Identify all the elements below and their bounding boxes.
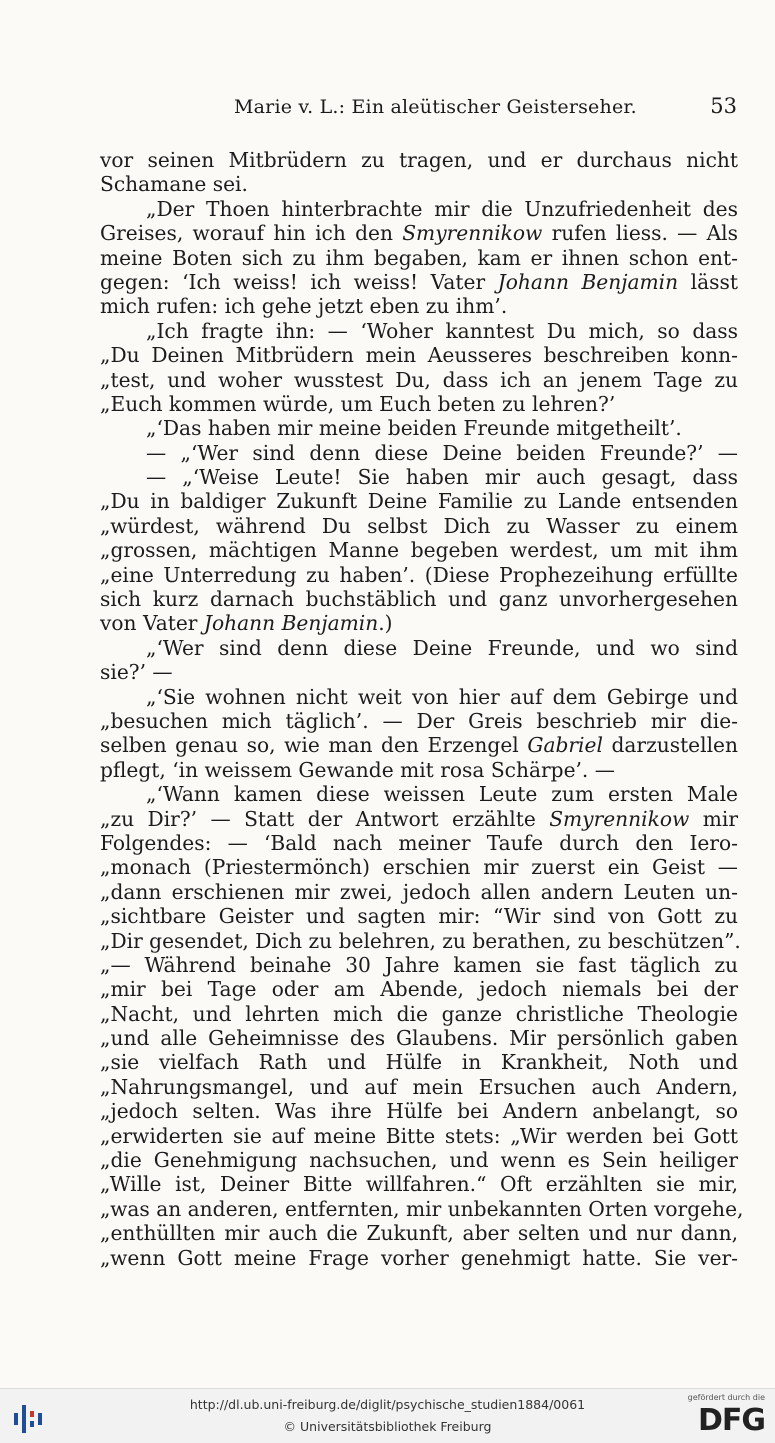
text-line: „die Genehmigung nachsuchen, und wenn es Sein heiliger: [100, 1148, 738, 1173]
text-line: von Vater Johann Benjamin.): [100, 611, 393, 636]
text-line: „Der Thoen hinterbrachte mir die Unzufriedenheit des: [146, 196, 738, 221]
text-line: „enthüllten mir auch die Zukunft, aber selten und nur dann,: [100, 1221, 738, 1246]
text-line: „und alle Geheimnisse des Glaubens. Mir persönlich gaben: [100, 1026, 738, 1051]
text-line: „mir bei Tage oder am Abende, jedoch niemals bei der: [100, 977, 738, 1002]
viewer-footer: [0, 1388, 775, 1443]
text-line: meine Boten sich zu ihm begaben, kam er ihnen schon ent-: [100, 245, 738, 270]
text-line: gegen: ‘Ich weiss! ich weiss! Vater Johann Benjamin lässt: [100, 269, 739, 294]
text-line: vor seinen Mitbrüdern zu tragen, und er durchaus nicht: [100, 148, 738, 172]
text-line: mich rufen: ich gehe jetzt eben zu ihm’.: [100, 294, 508, 319]
permalink-url[interactable]: http://dl.ub.uni-freiburg.de/diglit/psychische_studien1884/0061: [189, 1397, 586, 1412]
text-line: „— Während beinahe 30 Jahre kamen sie fast täglich zu: [100, 952, 738, 977]
text-line: „Du Deinen Mitbrüdern mein Aeusseres beschreiben konn-: [100, 343, 738, 368]
text-line: „Nahrungsmangel, und auf mein Ersuchen auch Andern,: [100, 1074, 738, 1099]
text-line: selben genau so, wie man den Erzengel Gabriel darzustellen: [100, 733, 738, 758]
body-text: [100, 148, 744, 1270]
dfg-logo-text: DFG: [697, 1403, 765, 1438]
text-line: „‘Wann kamen diese weissen Leute zum ersten Male: [146, 782, 738, 807]
page-header: [100, 94, 737, 124]
dfg-logo: [683, 1393, 765, 1439]
text-line: Greises, worauf hin ich den Smyrennikow rufen liess. — Als: [100, 221, 738, 246]
text-line: „würdest, während Du selbst Dich zu Wasser zu einem: [100, 513, 738, 538]
text-line: „eine Unterredung zu haben’. (Diese Prophezeihung erfüllte: [100, 562, 738, 587]
text-line: „Ich fragte ihn: — ‘Woher kanntest Du mich, so dass: [146, 318, 738, 343]
text-line: „‘Das haben mir meine beiden Freunde mitgetheilt’.: [146, 416, 682, 441]
text-line: „‘Sie wohnen nicht weit von hier auf dem Gebirge und: [146, 684, 738, 709]
running-title: Marie v. L.: Ein aleütischer Geisterseher.: [234, 96, 637, 118]
text-line: „grossen, mächtigen Manne begeben werdest, um mit ihm: [100, 538, 738, 563]
text-line: — „‘Weise Leute! Sie haben mir auch gesagt, dass: [146, 465, 738, 490]
text-line: Folgendes: — ‘Bald nach meiner Taufe durch den Iero-: [100, 830, 738, 855]
text-line: sie?’ —: [100, 660, 173, 685]
text-line: pflegt, ‘in weissem Gewande mit rosa Schärpe’. —: [100, 757, 615, 782]
copyright-notice: © Universitätsbibliothek Freiburg: [283, 1419, 492, 1434]
text-line: „sie vielfach Rath und Hülfe in Krankheit, Noth und: [100, 1050, 738, 1075]
text-line: „zu Dir?’ — Statt der Antwort erzählte Smyrennikow mir: [100, 806, 738, 831]
text-line: „jedoch selten. Was ihre Hülfe bei Andern anbelangt, so: [100, 1099, 738, 1124]
text-line: „Euch kommen würde, um Euch beten zu lehren?’: [100, 391, 616, 416]
text-line: „erwiderten sie auf meine Bitte stets: „Wir werden bei Gott: [100, 1123, 738, 1148]
text-line: sich kurz darnach buchstäblich und ganz unvorhergesehen: [100, 587, 738, 612]
text-line: Schamane sei.: [100, 172, 248, 197]
text-line: „Dir gesendet, Dich zu belehren, zu berathen, zu beschützen”.: [100, 928, 741, 953]
text-line: „was an anderen, entfernten, mir unbekannten Orten vorgehe,: [100, 1196, 744, 1221]
text-line: „dann erschienen mir zwei, jedoch allen andern Leuten un-: [100, 879, 738, 904]
text-line: „test, und woher wusstest Du, dass ich an jenem Tage zu: [100, 367, 738, 392]
text-line: „monach (Priestermönch) erschien mir zuerst ein Geist —: [100, 855, 738, 880]
page-number: 53: [710, 94, 737, 118]
text-line: — „‘Wer sind denn diese Deine beiden Freunde?’ —: [146, 440, 738, 465]
text-line: „Wille ist, Deiner Bitte willfahren.“ Oft erzählten sie mir,: [100, 1172, 738, 1197]
text-line: „sichtbare Geister und sagten mir: “Wir sind von Gott zu: [100, 904, 738, 929]
text-line: „besuchen mich täglich’. — Der Greis beschrieb mir die-: [100, 708, 738, 733]
text-line: „Du in baldiger Zukunft Deine Familie zu Lande entsenden: [100, 489, 738, 514]
text-line: „wenn Gott meine Frage vorher genehmigt hatte. Sie ver-: [100, 1245, 738, 1270]
text-line: „Nacht, und lehrten mich die ganze christliche Theologie: [100, 1001, 738, 1026]
text-line: „‘Wer sind denn diese Deine Freunde, und wo sind: [146, 635, 738, 660]
dfg-caption: gefördert durch die: [687, 1393, 765, 1402]
